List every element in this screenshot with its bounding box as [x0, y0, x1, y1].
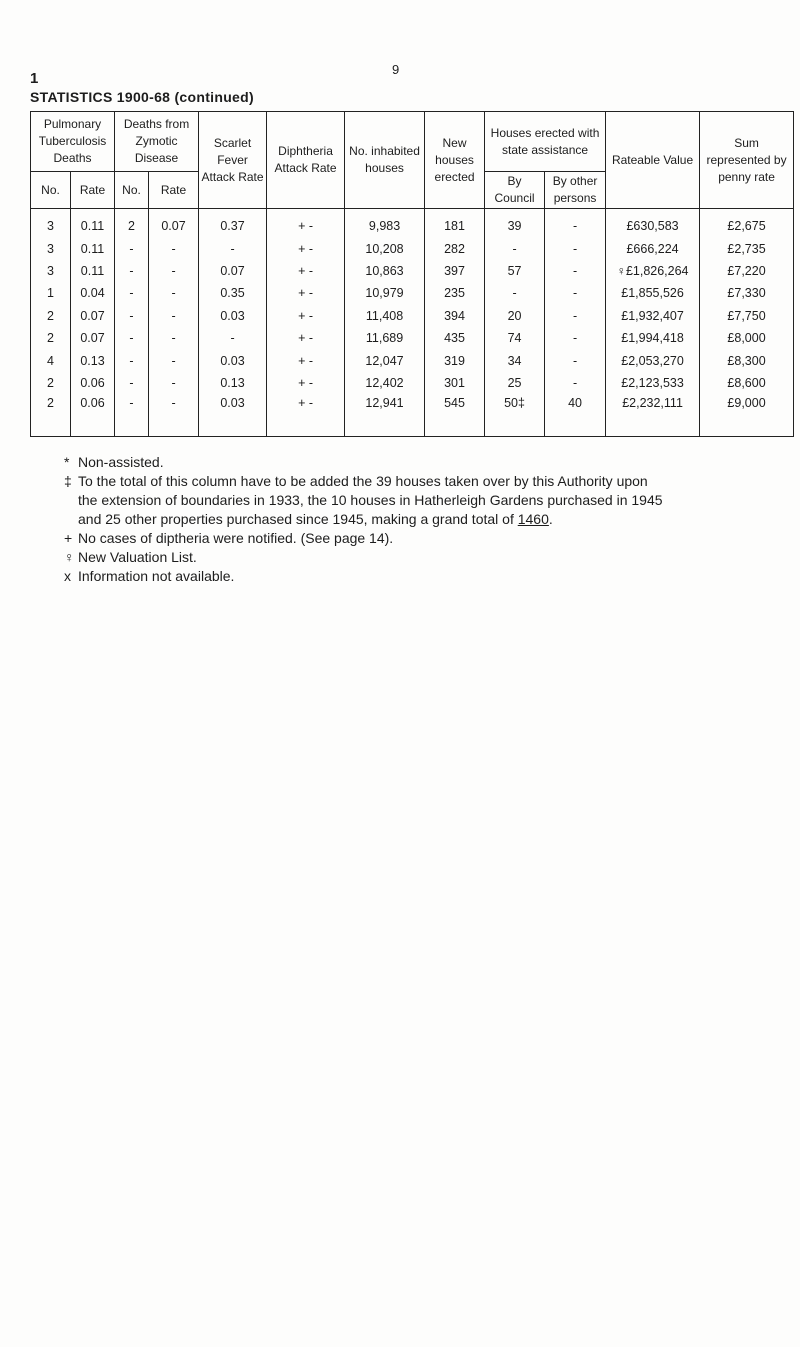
table-cell: £2,123,533 [606, 372, 700, 394]
table-cell: - [545, 372, 606, 394]
table-cell: 394 [425, 305, 485, 327]
footnotes [64, 453, 744, 586]
table-cell: 0.11 [71, 237, 115, 259]
table-row [31, 237, 794, 259]
page-number: 9 [392, 62, 400, 77]
double-dagger-symbol: ‡ [64, 473, 72, 489]
table-cell: 0.11 [71, 260, 115, 282]
table-cell: 3 [31, 260, 71, 282]
table-cell: 319 [425, 349, 485, 371]
table-cell: 25 [485, 372, 545, 394]
footnote-diphtheria [64, 529, 744, 548]
table-cell: 10,979 [345, 282, 425, 304]
table-cell: 2 [31, 394, 71, 437]
header-new-houses: New houses erected [425, 112, 485, 209]
table-cell: + - [267, 237, 345, 259]
table-cell: £7,330 [700, 282, 794, 304]
table-cell: 235 [425, 282, 485, 304]
table-cell: - [545, 282, 606, 304]
table-cell: - [149, 349, 199, 371]
footnote-text: Information not available. [78, 568, 235, 584]
header-zymotic-disease: Deaths from Zymotic Disease [115, 112, 199, 172]
table-cell: £8,000 [700, 327, 794, 349]
footnote-text: . [548, 511, 553, 527]
table-cell: 57 [485, 260, 545, 282]
table-cell: 0.07 [71, 305, 115, 327]
footnote-information [64, 567, 744, 586]
table-cell: 0.07 [71, 327, 115, 349]
footnote-grand-total [64, 472, 744, 491]
table-cell: - [115, 372, 149, 394]
footnote-continuation [64, 510, 744, 529]
asterisk-symbol: * [64, 454, 70, 470]
section-number: 1 [30, 70, 39, 87]
table-cell: + - [267, 394, 345, 437]
table-cell: - [199, 237, 267, 259]
table-cell: £1,932,407 [606, 305, 700, 327]
table-row [31, 260, 794, 282]
table-cell: £8,300 [700, 349, 794, 371]
table-row [31, 327, 794, 349]
table-cell: 34 [485, 349, 545, 371]
table-cell: 0.37 [199, 209, 267, 238]
header-scarlet-fever: Scarlet Fever Attack Rate [199, 112, 267, 209]
header-by-council: By Council [485, 172, 545, 209]
table-cell: £7,750 [700, 305, 794, 327]
table-cell: + - [267, 327, 345, 349]
table-cell: 2 [31, 372, 71, 394]
footnote-text: No cases of diptheria were notified. (See page 14). [78, 530, 394, 546]
table-cell: - [545, 349, 606, 371]
table-cell: 12,047 [345, 349, 425, 371]
table-cell: 0.11 [71, 209, 115, 238]
table-cell: 9,983 [345, 209, 425, 238]
table-cell: - [149, 394, 199, 437]
table-cell: - [545, 305, 606, 327]
header-pulmonary-tuberculosis: Pulmonary Tuberculosis Deaths [31, 112, 115, 172]
table-cell: - [115, 305, 149, 327]
header-diphtheria: Diphtheria Attack Rate [267, 112, 345, 209]
table-cell: 2 [115, 209, 149, 238]
table-cell: £666,224 [606, 237, 700, 259]
table-cell: - [149, 327, 199, 349]
table-cell: + - [267, 209, 345, 238]
table-cell: - [115, 394, 149, 437]
table-cell: 0.06 [71, 394, 115, 437]
table-cell: 397 [425, 260, 485, 282]
table-cell: 4 [31, 349, 71, 371]
footnote-text: New Valuation List. [78, 549, 197, 565]
table-body [31, 209, 794, 437]
table-row [31, 372, 794, 394]
table-cell: + - [267, 282, 345, 304]
table-cell: - [545, 260, 606, 282]
table-cell: 0.04 [71, 282, 115, 304]
table-cell: 12,941 [345, 394, 425, 437]
table-cell: 0.03 [199, 394, 267, 437]
table-cell: + - [267, 372, 345, 394]
footnote-text: To the total of this column have to be added the 39 houses taken over by this Authority upon [78, 473, 648, 489]
table-row [31, 349, 794, 371]
x-symbol: x [64, 568, 71, 584]
table-cell: 11,689 [345, 327, 425, 349]
table-cell: 282 [425, 237, 485, 259]
table-cell: 2 [31, 305, 71, 327]
table-cell: 3 [31, 237, 71, 259]
table-cell: - [115, 349, 149, 371]
table-cell: - [115, 327, 149, 349]
table-cell: 50‡ [485, 394, 545, 437]
page-title: STATISTICS 1900-68 (continued) [30, 89, 254, 105]
table-cell: - [545, 327, 606, 349]
table-cell: 0.13 [71, 349, 115, 371]
table-cell: - [199, 327, 267, 349]
header-pulmonary-rate: Rate [71, 172, 115, 209]
table-cell: - [115, 282, 149, 304]
header-penny-rate: Sum represented by penny rate [700, 112, 794, 209]
table-cell: 10,863 [345, 260, 425, 282]
table-cell: £2,735 [700, 237, 794, 259]
table-cell: 0.03 [199, 349, 267, 371]
table-cell: £2,053,270 [606, 349, 700, 371]
header-by-other-persons: By other persons [545, 172, 606, 209]
table-cell: 0.06 [71, 372, 115, 394]
table-cell: 1 [31, 282, 71, 304]
table-cell: 0.07 [199, 260, 267, 282]
table-cell: - [485, 282, 545, 304]
table-cell: 0.35 [199, 282, 267, 304]
table-cell: 0.03 [199, 305, 267, 327]
header-inhabited-houses: No. inhabited houses [345, 112, 425, 209]
table-cell: 40 [545, 394, 606, 437]
table-cell: - [545, 237, 606, 259]
table-cell: - [545, 209, 606, 238]
venus-symbol: ♀ [64, 549, 75, 565]
header-state-assistance: Houses erected with state assistance [485, 112, 606, 172]
table-cell: - [149, 260, 199, 282]
table-cell: - [115, 237, 149, 259]
table-cell: 435 [425, 327, 485, 349]
table-cell: 2 [31, 327, 71, 349]
table-cell: + - [267, 349, 345, 371]
table-cell: 74 [485, 327, 545, 349]
table-row [31, 394, 794, 437]
header-zymotic-no: No. [115, 172, 149, 209]
footnote-continuation: the extension of boundaries in 1933, the 10 houses in Hatherleigh Gardens purchased in 1945 [78, 492, 663, 508]
table-cell: - [149, 282, 199, 304]
table-cell: £1,855,526 [606, 282, 700, 304]
table-row [31, 282, 794, 304]
table-cell: £2,232,111 [606, 394, 700, 437]
table-cell: 0.07 [149, 209, 199, 238]
table-cell: 181 [425, 209, 485, 238]
plus-symbol: + [64, 530, 73, 546]
table-row [31, 209, 794, 238]
footnote-text: Non-assisted. [78, 454, 164, 470]
table-cell: £9,000 [700, 394, 794, 437]
table-cell: + - [267, 305, 345, 327]
table-cell: 10,208 [345, 237, 425, 259]
grand-total-value: 1460 [517, 511, 549, 527]
table-cell: 301 [425, 372, 485, 394]
table-cell: £630,583 [606, 209, 700, 238]
table-cell: 11,408 [345, 305, 425, 327]
header-zymotic-rate: Rate [149, 172, 199, 209]
table-cell: 20 [485, 305, 545, 327]
table-cell: - [149, 305, 199, 327]
table-cell: £1,994,418 [606, 327, 700, 349]
table-cell: - [149, 372, 199, 394]
table-cell: ♀£1,826,264 [606, 260, 700, 282]
table-cell: - [485, 237, 545, 259]
table-cell: - [149, 237, 199, 259]
table-cell: 3 [31, 209, 71, 238]
footnote-valuation [64, 548, 744, 567]
table-cell: 0.13 [199, 372, 267, 394]
table-cell: - [115, 260, 149, 282]
header-rateable-value: Rateable Value [606, 112, 700, 209]
table-cell: 12,402 [345, 372, 425, 394]
footnote-non-assisted [64, 453, 744, 472]
table-cell: £7,220 [700, 260, 794, 282]
header-pulmonary-no: No. [31, 172, 71, 209]
table-row [31, 305, 794, 327]
table-cell: 545 [425, 394, 485, 437]
table-cell: + - [267, 260, 345, 282]
footnote-text: and 25 other properties purchased since 1945, making a grand total of [78, 511, 514, 527]
table-cell: £2,675 [700, 209, 794, 238]
table-cell: 39 [485, 209, 545, 238]
table-cell: £8,600 [700, 372, 794, 394]
statistics-table [30, 111, 794, 437]
